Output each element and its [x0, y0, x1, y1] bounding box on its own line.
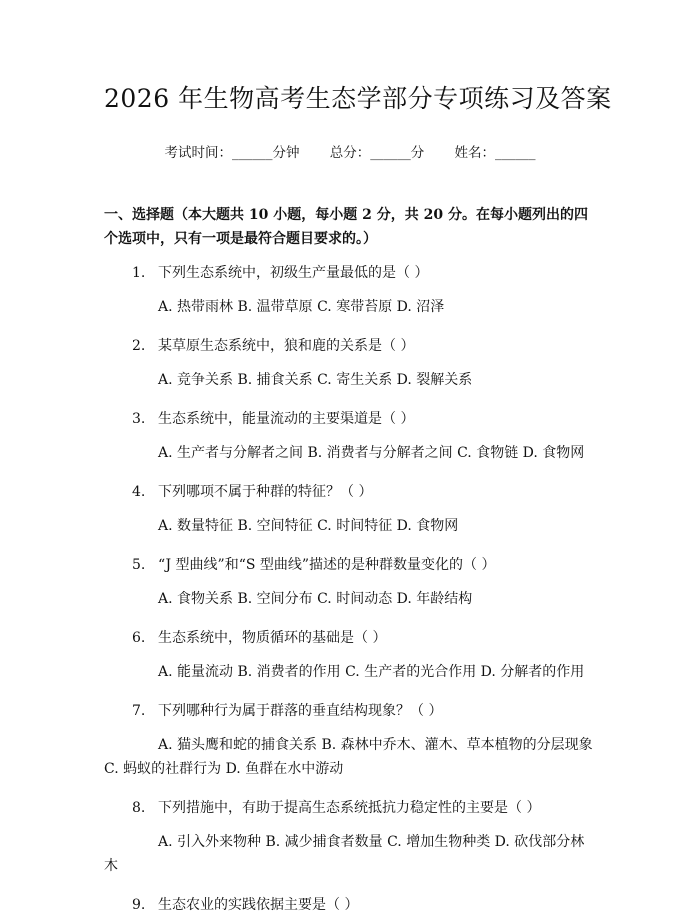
question-number: 2. [132, 338, 146, 354]
section-heading: 一、选择题（本大题共 10 小题，每小题 2 分，共 20 分。在每小题列出的四个选项中，只有一项是最符合题目要求的。） [104, 207, 588, 247]
question-stem [104, 628, 596, 648]
question-stem [104, 409, 596, 429]
question-5 [104, 555, 596, 611]
question-stem [104, 263, 596, 283]
question-text: 生态农业的实践依据主要是（ ） [158, 897, 359, 913]
student-name-field: 姓名：______ [454, 145, 536, 161]
question-options: A. 生产者与分解者之间 B. 消费者与分解者之间 C. 食物链 D. 食物网 [158, 445, 585, 461]
question-options: A. 竞争关系 B. 捕食关系 C. 寄生关系 D. 裂解关系 [158, 372, 473, 388]
question-3 [104, 409, 596, 465]
question-stem [104, 482, 596, 502]
question-number: 3. [132, 411, 146, 427]
question-options: A. 能量流动 B. 消费者的作用 C. 生产者的光合作用 D. 分解者的作用 [158, 664, 585, 680]
question-2 [104, 336, 596, 392]
question-stem [104, 798, 596, 818]
question-number: 4. [132, 484, 146, 500]
question-options: A. 数量特征 B. 空间特征 C. 时间特征 D. 食物网 [158, 518, 459, 534]
question-options: A. 引入外来物种 B. 减少捕食者数量 C. 增加生物种类 D. 砍伐部分林木 [104, 834, 585, 874]
question-8 [104, 798, 596, 878]
question-number: 7. [132, 703, 146, 719]
question-text: 下列哪项不属于种群的特征？（ ） [158, 484, 373, 500]
question-text: 某草原生态系统中，狼和鹿的关系是（ ） [158, 338, 415, 354]
question-options: A. 热带雨林 B. 温带草原 C. 寒带苔原 D. 沼泽 [158, 299, 445, 315]
question-options: A. 猫头鹰和蛇的捕食关系 B. 森林中乔木、灌木、草本植物的分层现象 C. 蚂蚁的社群行为 D. 鱼群在水中游动 [104, 737, 593, 777]
question-9 [104, 895, 596, 915]
question-text: 下列措施中，有助于提高生态系统抵抗力稳定性的主要是（ ） [158, 800, 541, 816]
exam-time-field: 考试时间：______分钟 [164, 145, 300, 161]
question-text: “J 型曲线”和“S 型曲线”描述的是种群数量变化的（ ） [158, 557, 496, 573]
question-list [104, 263, 596, 915]
question-text: 生态系统中，能量流动的主要渠道是（ ） [158, 411, 415, 427]
question-text: 下列生态系统中，初级生产量最低的是（ ） [158, 265, 429, 281]
question-number: 1. [132, 265, 146, 281]
question-number: 5. [132, 557, 146, 573]
question-text: 生态系统中，物质循环的基础是（ ） [158, 630, 387, 646]
question-6 [104, 628, 596, 684]
exam-info [104, 144, 596, 162]
question-stem [104, 895, 596, 915]
question-1 [104, 263, 596, 319]
question-7 [104, 701, 596, 781]
question-number: 8. [132, 800, 146, 816]
question-stem [104, 555, 596, 575]
page-title: 2026 年生物高考生态学部分专项练习及答案 [104, 84, 612, 113]
question-stem [104, 336, 596, 356]
question-options: A. 食物关系 B. 空间分布 C. 时间动态 D. 年龄结构 [158, 591, 473, 607]
question-number: 9. [132, 897, 146, 913]
total-score-field: 总分：______分 [329, 145, 425, 161]
question-stem [104, 701, 596, 721]
question-4 [104, 482, 596, 538]
question-text: 下列哪种行为属于群落的垂直结构现象？（ ） [158, 703, 443, 719]
question-number: 6. [132, 630, 146, 646]
